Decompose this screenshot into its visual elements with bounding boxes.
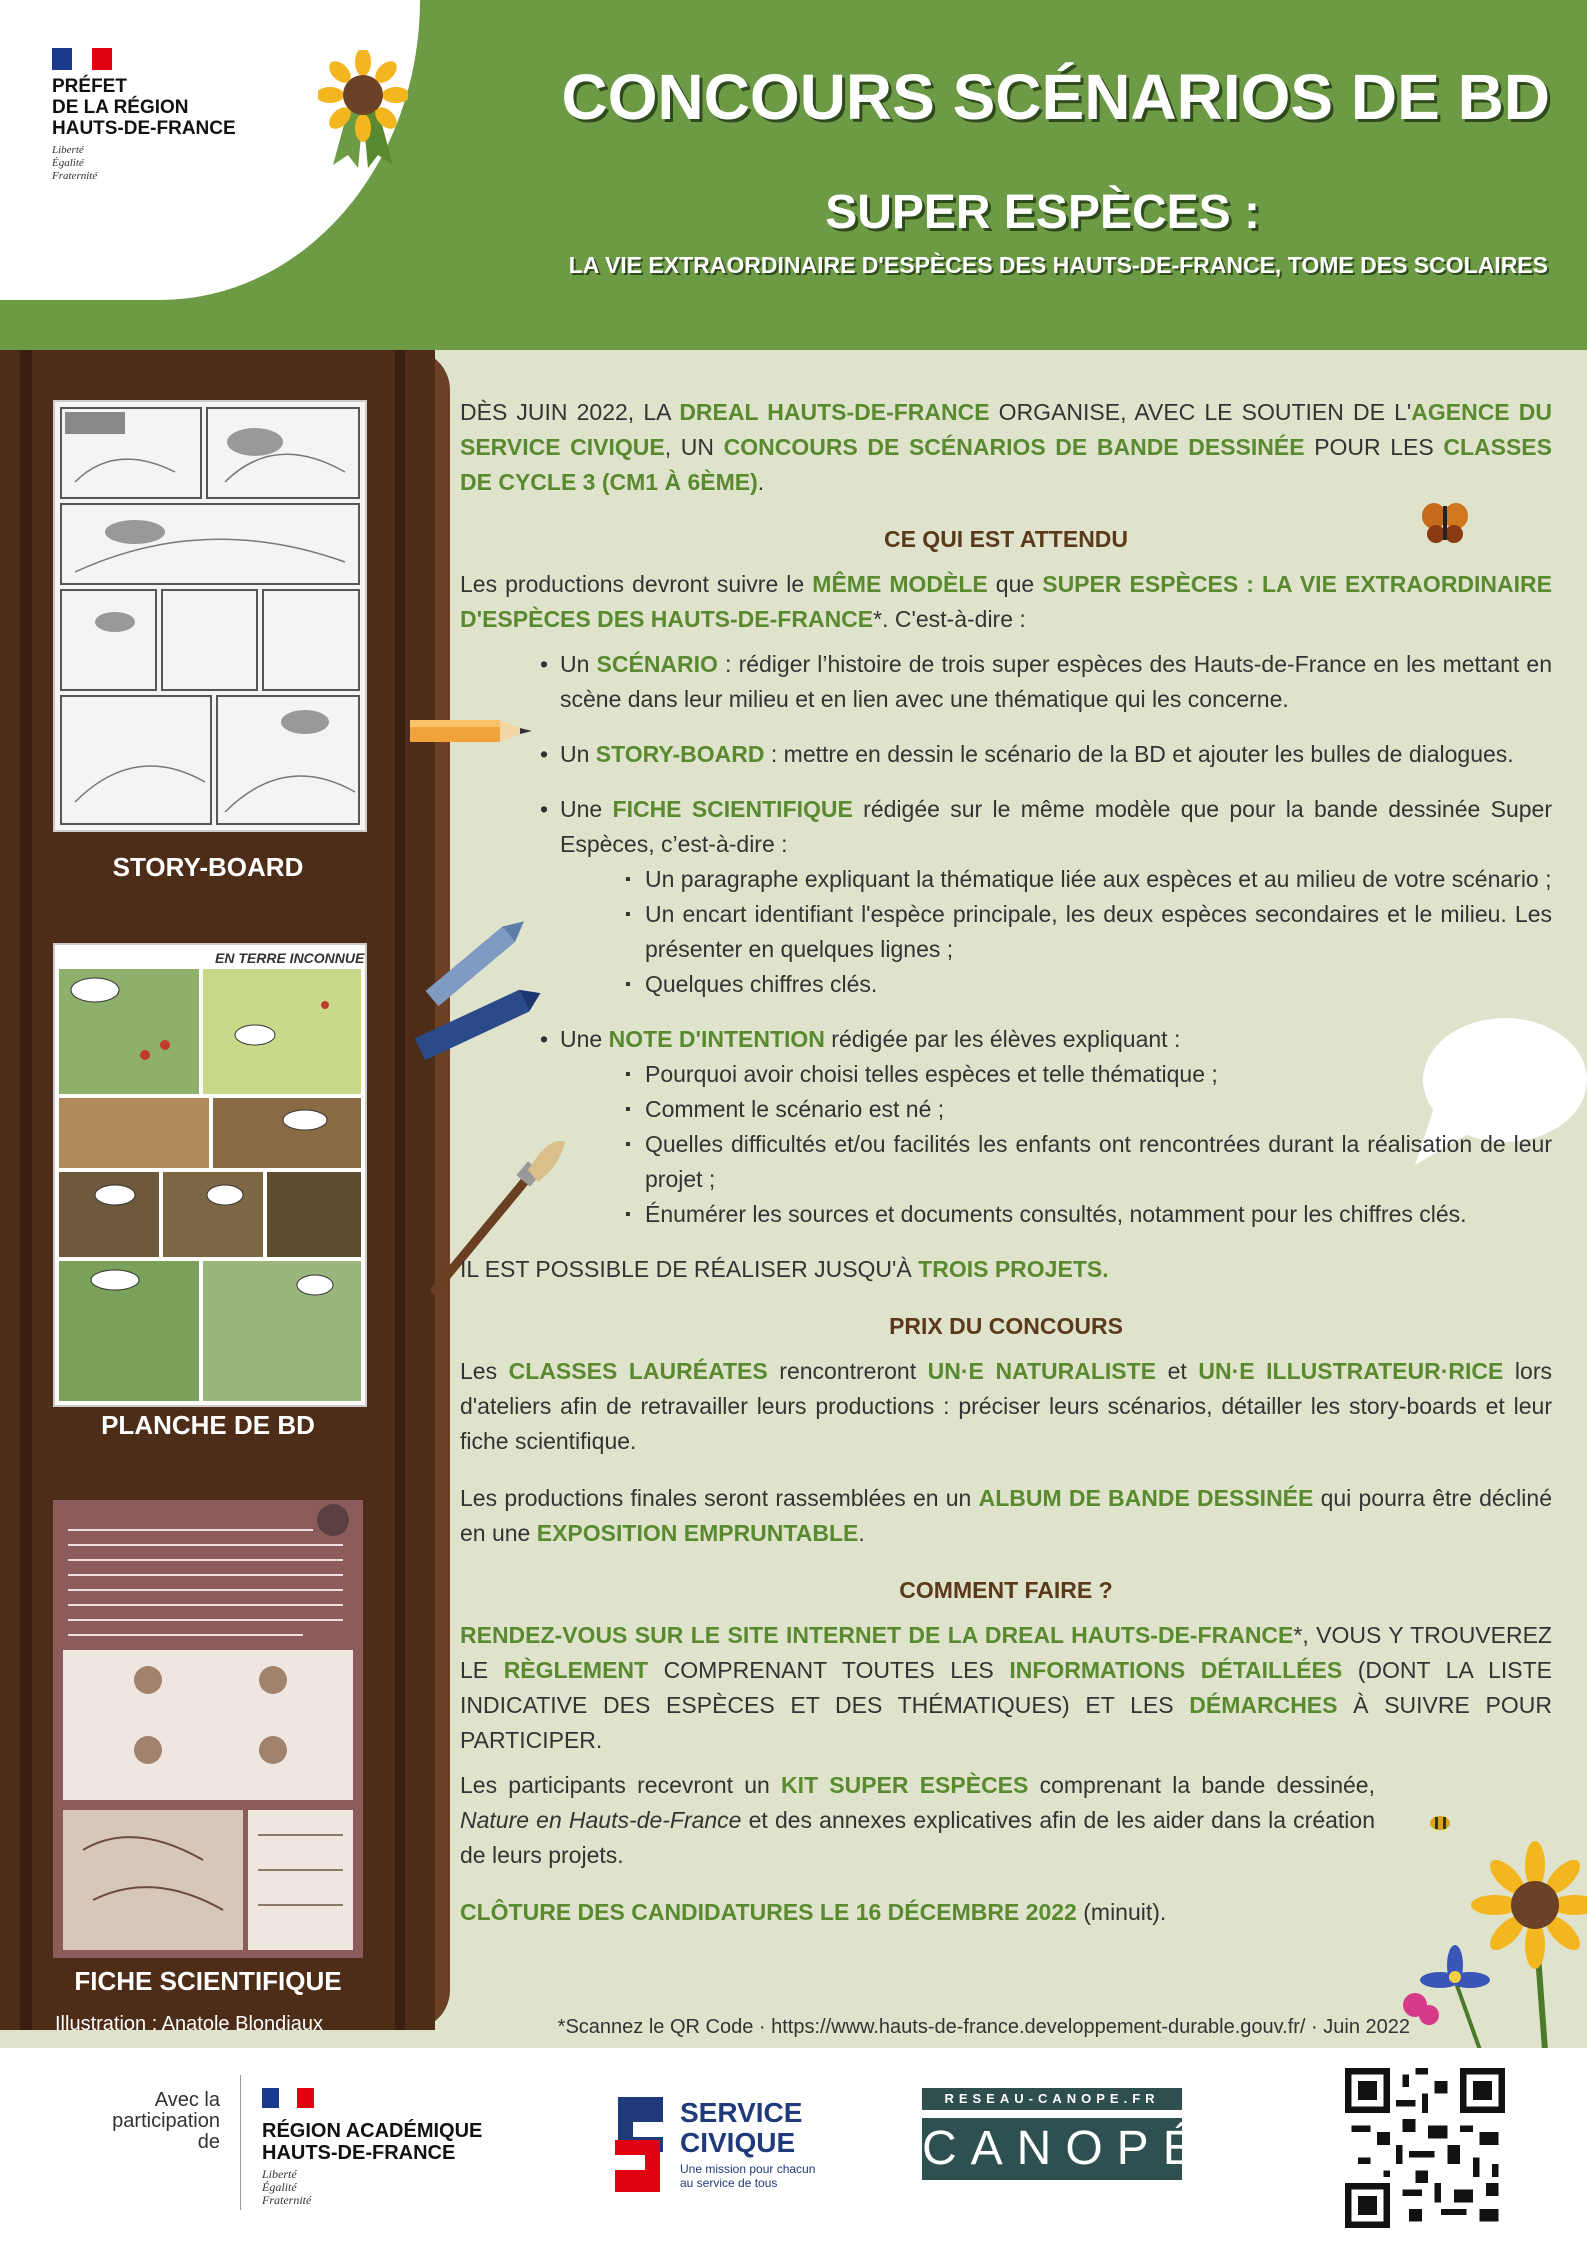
fiche-label: FICHE SCIENTIFIQUE (74, 1966, 342, 1996)
list-item: ▪ Quelles difficultés et/ou facilités les enfants ont rencontrées durant la réalisation de leur projet ; (645, 1127, 1552, 1197)
section-heading-attendu: CE QUI EST ATTENDU (883, 526, 1129, 552)
fiche-scientifique-image (53, 1500, 363, 1958)
deadline-paragraph: CLÔTURE DES CANDIDATURES LE 16 DÉCEMBRE 2022 (minuit). (460, 1899, 1167, 1925)
list-item-scenario: • Un SCÉNARIO : rédiger l’histoire de trois super espèces des Hauts-de-France en les mettant en scène dans leur milieu et en lien avec une thématique qui les concerne. (560, 647, 1552, 717)
fiche-sublist (560, 862, 1552, 1002)
page-subtitle: SUPER ESPÈCES : (825, 186, 1260, 239)
album-paragraph: Les productions finales seront rassemblées en un ALBUM DE BANDE DESSINÉE qui pourra être décliné en une EXPOSITION EMPRUNTABLE. (460, 1485, 1552, 1546)
marianne-flag-icon (262, 2088, 314, 2108)
main-content (460, 395, 1552, 1952)
canope-logo: CANOPÉ (922, 2118, 1182, 2180)
howto-paragraph: RENDEZ-VOUS SUR LE SITE INTERNET DE LA DREAL HAUTS-DE-FRANCE*, VOUS Y TROUVEREZ LE RÈGLEMENT COMPRENANT TOUTES LES INFORMATIONS DÉTAILLÉES (DONT LA LISTE INDICATIVE DES ESPÈCES ET DES THÉMATIQUES) ET LES DÉMARCHES À SUIVRE POUR PARTICIPER. (460, 1622, 1552, 1753)
page-title: CONCOURS SCÉNARIOS DE BD (561, 61, 1550, 133)
storyboard-label: STORY-BOARD (112, 852, 304, 882)
list-item: ▪ Comment le scénario est né ; (645, 1092, 1552, 1127)
qr-code-icon[interactable] (1345, 2068, 1505, 2228)
page-subtitle-2: LA VIE EXTRAORDINAIRE D'ESPÈCES DES HAUTS-DE-FRANCE, TOME DES SCOLAIRES (568, 252, 1548, 278)
planche-label: PLANCHE DE BD (101, 1410, 315, 1440)
prefet-logo-text: PRÉFET DE LA RÉGION HAUTS-DE-FRANCE (52, 76, 236, 139)
region-devise: Liberté Égalité Fraternité (262, 2167, 312, 2207)
canope-url: RESEAU-CANOPE.FR (922, 2088, 1182, 2110)
list-item: ▪ Un paragraphe expliquant la thématique liée aux espèces et au milieu de votre scénario ; (645, 862, 1552, 897)
marianne-flag-icon (52, 48, 112, 70)
participation-text: Avec la participation de (112, 2089, 220, 2153)
list-item: ▪ Énumérer les sources et documents consultés, notamment pour les chiffres clés. (645, 1197, 1552, 1232)
section-heading-prix: PRIX DU CONCOURS (889, 1313, 1123, 1339)
list-item: ▪ Pourquoi avoir choisi telles espèces et telle thématique ; (645, 1057, 1552, 1092)
devise-text: Liberté Égalité Fraternité (52, 144, 98, 182)
list-item-note: • Une NOTE D'INTENTION rédigée par les élèves expliquant : ▪ Pourquoi avoir choisi telles espèces et telle thématique ; ▪ Comment le scénario est né ; ▪ Quelles difficultés et/ou facilités les enfants ont rencontrées durant la réalisation de leur projet ; ▪ Énumérer les sources et documents consultés, notamment pour les chiffres clés. (560, 1022, 1552, 1232)
section-heading-comment: COMMENT FAIRE ? (899, 1577, 1113, 1603)
list-item-fiche: • Une FICHE SCIENTIFIQUE rédigée sur le même modèle que pour la bande dessinée Super Espèces, c’est-à-dire : ▪ Un paragraphe expliquant la thématique liée aux espèces et au milieu de votre scénario ; ▪ Un encart identifiant l'espèce principale, les deux espèces secondaires et le milieu. Les présenter en quelques lignes ; ▪ Quelques chiffres clés. (560, 792, 1552, 1002)
projects-paragraph: IL EST POSSIBLE DE RÉALISER JUSQU'À TROIS PROJETS. (460, 1256, 1109, 1282)
kit-paragraph: Les participants recevront un KIT SUPER ESPÈCES comprenant la bande dessinée, Nature en Hauts-de-France et des annexes explicatives afin de les aider dans la création de leurs projets. (460, 1772, 1375, 1868)
region-academique-logo: RÉGION ACADÉMIQUE HAUTS-DE-FRANCE (262, 2120, 483, 2164)
expected-list (460, 647, 1552, 1232)
illustration-credit: Illustration : Anatole Blondiaux (55, 2013, 323, 2035)
model-paragraph: Les productions devront suivre le MÊME MODÈLE que SUPER ESPÈCES : LA VIE EXTRAORDINAIRE D'ESPÈCES DES HAUTS-DE-FRANCE*. C'est-à-dire : (460, 571, 1552, 632)
planche-title: EN TERRE INCONNUE (215, 950, 365, 966)
service-civique-text: SERVICE CIVIQUE (680, 2097, 803, 2158)
planche-bd-image (53, 943, 367, 1407)
prize-paragraph: Les CLASSES LAURÉATES rencontreront UN·E NATURALISTE et UN·E ILLUSTRATEUR·RICE lors d'ateliers afin de retravailler leurs productions : préciser leurs scénarios, détailler les story-boards et leur fiche scientifique. (460, 1358, 1552, 1454)
list-item: ▪ Un encart identifiant l'espèce principale, les deux espèces secondaires et le milieu. Les présenter en quelques lignes ; (645, 897, 1552, 967)
list-item-storyboard: • Un STORY-BOARD : mettre en dessin le scénario de la BD et ajouter les bulles de dialogues. (560, 737, 1552, 772)
storyboard-image (53, 400, 367, 832)
list-item: ▪ Quelques chiffres clés. (645, 967, 1552, 1002)
footer-divider (240, 2075, 241, 2210)
intro-paragraph: DÈS JUIN 2022, LA DREAL HAUTS-DE-FRANCE ORGANISE, AVEC LE SOUTIEN DE L'AGENCE DU SERVICE CIVIQUE, UN CONCOURS DE SCÉNARIOS DE BANDE DESSINÉE POUR LES CLASSES DE CYCLE 3 (CM1 À 6ÈME). (460, 399, 1552, 495)
note-sublist (560, 1057, 1552, 1232)
service-civique-logo-icon (608, 2092, 670, 2196)
sunflower-ribbon-icon (318, 50, 408, 170)
service-civique-tagline: Une mission pour chacun au service de tous (680, 2162, 816, 2190)
footnote: *Scannez le QR Code · https://www.hauts-de-france.developpement-durable.gouv.fr/ · Juin 2022 (557, 2016, 1410, 2038)
